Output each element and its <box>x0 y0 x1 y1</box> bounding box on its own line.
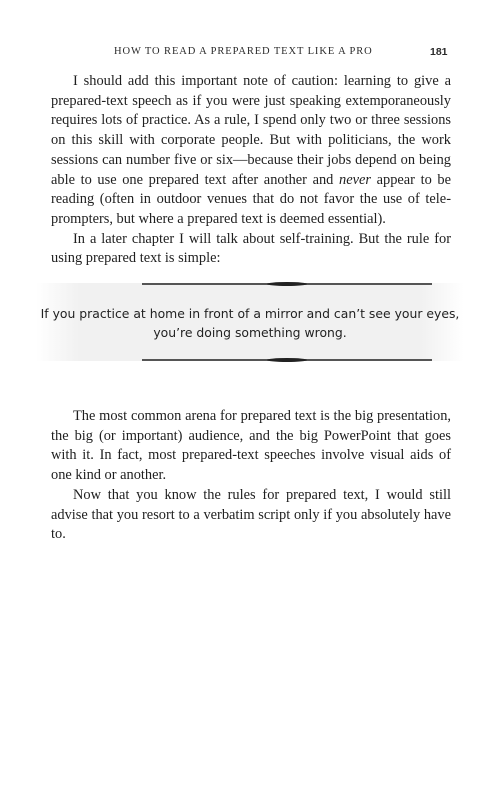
running-title: HOW TO READ A PREPARED TEXT LIKE A PRO <box>114 46 373 57</box>
pull-quote-line-1: If you practice at home in front of a mirror and can’t see your eyes, <box>40 306 460 321</box>
paragraph-advice: Now that you know the rules for prepared text, I would still advise that you resort to a verbatim script only if you absolutely have to. <box>51 486 451 543</box>
pull-quote <box>36 283 464 361</box>
body-text-top <box>51 72 451 269</box>
pull-quote-top-rule <box>142 283 432 285</box>
body-text-bottom <box>51 407 451 545</box>
paragraph-common-arena: The most common arena for prepared text is the big presentation, the big (or important) audience, and the big PowerPoint that goes with it. In fact, most prepared-text speeches involve visual aids of one kind or another. <box>51 408 451 484</box>
pull-quote-text <box>36 304 464 342</box>
paragraph-caution: I should add this important note of caution: learning to give a prepared-text speech as if you were just speaking extemporaneously requires lots of practice. As a rule, I spend only two or three sessions on this skill with corporate people. But with politicians, the work sessions can number five or six—because their jobs depend on being able to use one prepared text after another and never appear to be reading (often in outdoor venues that do not favor the use of teleprompters, but where a prepared text is deemed essential). <box>51 73 451 227</box>
page-number: 181 <box>430 46 448 58</box>
pull-quote-bottom-rule <box>142 359 432 361</box>
emphasis-never: never <box>339 171 371 188</box>
running-head <box>0 46 499 60</box>
pull-quote-line-2: you’re doing something wrong. <box>153 325 347 340</box>
paragraph-self-training: In a later chapter I will talk about self-training. But the rule for using prepared text is simple: <box>51 230 451 267</box>
